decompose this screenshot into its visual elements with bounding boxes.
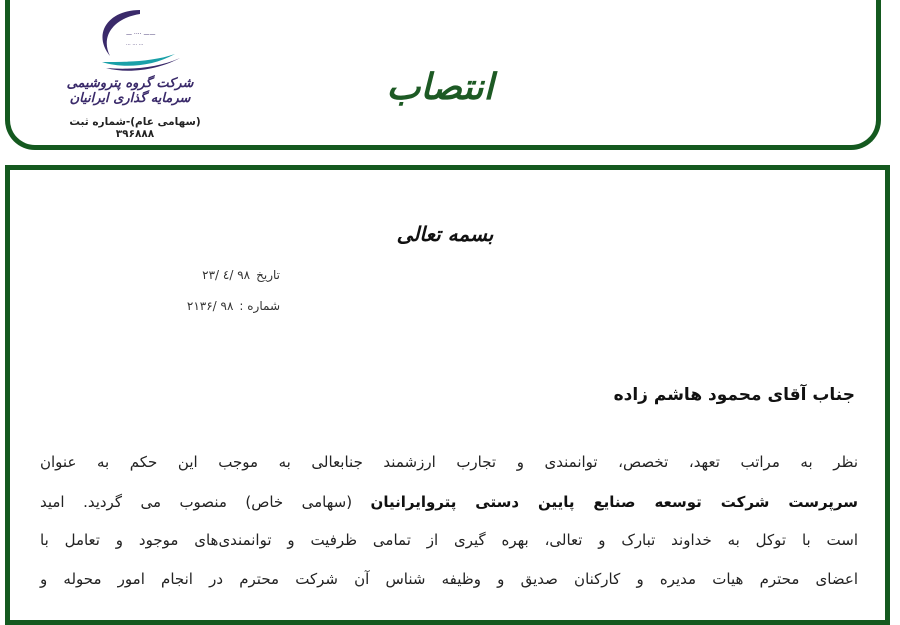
letter-number xyxy=(120,299,280,313)
number-value: ۹۸ /۲۱۳۶ xyxy=(186,299,234,313)
body-line-bold: سرپرست شرکت توسعه صنایع پایین دستی پتروایرانیان xyxy=(370,493,858,511)
company-logo xyxy=(55,6,210,140)
company-registration: (سهامی عام)-شماره ثبت ۳۹۶۸۸۸ xyxy=(69,116,201,140)
svg-text:— ···· ——: — ···· —— xyxy=(126,31,156,38)
body-line: است با توکل به خداوند تبارک و تعالی، بهره گیری از تمامی ظرفیت و توانمندی‌های موجود و تعامل با xyxy=(40,531,858,549)
company-name: شرکت گروه پتروشیمی سرمایه گذاری ایرانیان xyxy=(66,76,194,106)
body-line: نظر به مراتب تعهد، تخصص، توانمندی و تجارب ارزشمند جنابعالی به موجب این حکم به عنوان xyxy=(40,453,858,471)
body-line: اعضای محترم هیات مدیره و کارکنان صدیق و وظیفه شناس آن شرکت محترم در انجام امور محوله و xyxy=(40,570,858,588)
letter-invocation: بسمه تعالی xyxy=(396,222,494,246)
crescent-wave-logo-icon xyxy=(80,6,190,76)
body-line xyxy=(40,493,858,511)
letter-date xyxy=(120,268,280,282)
svg-text:··· ··· ···: ··· ··· ··· xyxy=(126,42,144,48)
date-value: ۹۸ /٤ /۲۳ xyxy=(202,268,251,282)
date-label: تاریخ xyxy=(256,268,280,282)
number-label: شماره : xyxy=(239,299,280,313)
addressee: جناب آقای محمود هاشم زاده xyxy=(613,385,855,405)
body-line-rest: (سهامی خاص) منصوب می گردید. امید xyxy=(40,493,371,511)
page-title: انتصاب xyxy=(386,66,494,108)
